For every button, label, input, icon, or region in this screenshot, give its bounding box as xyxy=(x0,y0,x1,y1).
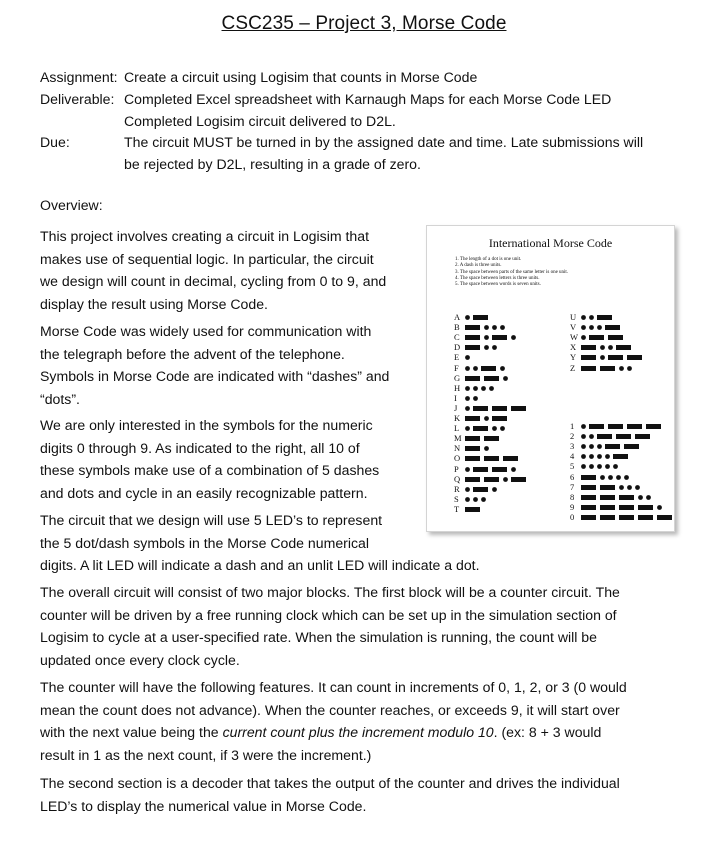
morse-note: 2. A dash is three units. xyxy=(455,263,502,269)
morse-symbol xyxy=(465,333,523,342)
morse-dot xyxy=(581,335,586,340)
morse-dash xyxy=(473,406,488,411)
deliverable-line1: Completed Excel spreadsheet with Karnaugh Maps for each Morse Code LED xyxy=(124,91,612,107)
morse-dash xyxy=(600,515,615,520)
morse-dash xyxy=(616,345,631,350)
morse-dash xyxy=(619,495,634,500)
morse-dash xyxy=(465,325,480,330)
paragraph-leds xyxy=(40,509,480,577)
morse-symbol xyxy=(581,432,659,441)
morse-symbol xyxy=(465,465,523,474)
morse-dot xyxy=(619,485,624,490)
morse-dot xyxy=(473,386,478,391)
morse-dot xyxy=(589,454,594,459)
morse-dot xyxy=(608,345,613,350)
morse-character: W xyxy=(570,332,579,343)
morse-character: B xyxy=(454,322,460,333)
morse-dot xyxy=(489,386,494,391)
morse-dot xyxy=(605,464,610,469)
morse-dash xyxy=(465,477,480,482)
morse-dash xyxy=(627,355,642,360)
morse-dot xyxy=(465,406,470,411)
morse-dot xyxy=(473,497,478,502)
paragraph-line: the telegraph before the advent of the telephone. xyxy=(40,345,345,362)
morse-character: 1 xyxy=(570,421,575,431)
morse-symbol xyxy=(465,454,525,463)
morse-character: 5 xyxy=(570,461,575,472)
morse-dash xyxy=(492,416,507,421)
morse-dot xyxy=(492,325,497,330)
morse-dash xyxy=(484,376,499,381)
morse-dot xyxy=(500,366,505,371)
morse-symbol xyxy=(581,353,650,362)
morse-character: D xyxy=(454,342,461,353)
morse-dash xyxy=(581,355,596,360)
morse-symbol xyxy=(465,495,492,504)
morse-chart-title: International Morse Code xyxy=(488,236,613,250)
morse-character: Q xyxy=(454,473,461,484)
morse-dot xyxy=(589,444,594,449)
paragraph-line: digits 0 through 9. As indicated to the right, all 10 of xyxy=(40,439,360,456)
paragraph-line: LED’s to display the numerical value in Morse Code. xyxy=(40,797,367,814)
morse-character: X xyxy=(570,342,577,353)
morse-dot xyxy=(635,485,640,490)
morse-symbol xyxy=(465,434,505,443)
morse-character: E xyxy=(454,352,460,363)
morse-dot xyxy=(500,426,505,431)
morse-character: C xyxy=(454,332,460,343)
assignment-text: Create a circuit using Logisim that counts in Morse Code xyxy=(124,69,478,85)
morse-dot xyxy=(492,487,497,492)
morse-dot xyxy=(627,485,632,490)
morse-dash xyxy=(465,456,480,461)
morse-symbol xyxy=(581,493,659,502)
morse-character: 6 xyxy=(570,471,575,482)
morse-dot xyxy=(600,355,605,360)
paragraph-line: Symbols in Morse Code are indicated with “dashes” and xyxy=(40,368,390,384)
due-label: Due: xyxy=(40,134,70,150)
morse-dash xyxy=(646,424,661,429)
morse-symbol xyxy=(465,485,503,494)
morse-character: M xyxy=(454,433,462,444)
morse-dot xyxy=(597,325,602,330)
paragraph-line: The circuit that we design will use 5 LED’s to represent xyxy=(40,512,383,528)
morse-note: 5. The space between words is seven units. xyxy=(455,282,541,288)
morse-character: G xyxy=(454,372,461,383)
morse-dash xyxy=(473,467,488,472)
morse-dot xyxy=(581,444,586,449)
paragraph-line: “dots”. xyxy=(40,390,80,407)
emphasized-text: current count plus the increment modulo 10 xyxy=(222,724,494,740)
morse-dash xyxy=(597,434,612,439)
morse-symbol xyxy=(581,323,628,332)
morse-symbol xyxy=(581,513,681,522)
paragraph-line: The counter will have the following features. It can count in increments of 0, 1, 2, or 3 (0 would xyxy=(40,679,627,695)
morse-symbol xyxy=(581,462,626,471)
morse-dot xyxy=(589,325,594,330)
morse-dash xyxy=(473,487,488,492)
morse-symbol xyxy=(465,353,474,362)
morse-dash xyxy=(608,424,623,429)
morse-symbol xyxy=(581,343,639,352)
morse-character: 0 xyxy=(570,511,575,522)
text-run: with the next value being the xyxy=(40,724,223,740)
morse-symbol xyxy=(581,503,670,512)
morse-note: 1. The length of a dot is one unit. xyxy=(455,257,522,262)
morse-dash xyxy=(608,355,623,360)
morse-dot xyxy=(465,315,470,320)
morse-dot xyxy=(605,454,610,459)
morse-dot xyxy=(492,426,497,431)
morse-dot xyxy=(624,475,629,480)
morse-symbol xyxy=(581,442,648,451)
paragraph-line: display the result using Morse Code. xyxy=(40,295,268,312)
morse-dash xyxy=(581,366,596,371)
morse-character: 8 xyxy=(570,491,575,502)
paragraph-counter-overview xyxy=(40,581,620,671)
morse-symbol xyxy=(581,333,630,342)
morse-dot xyxy=(646,495,651,500)
morse-dot xyxy=(511,467,516,472)
morse-character: Z xyxy=(570,362,576,373)
morse-dot xyxy=(484,335,489,340)
morse-dot xyxy=(511,335,516,340)
morse-symbol xyxy=(465,343,503,352)
morse-dot xyxy=(619,366,624,371)
morse-dash xyxy=(492,406,507,411)
morse-dot xyxy=(581,325,586,330)
morse-character: T xyxy=(454,503,460,514)
paragraph-digits xyxy=(40,414,379,504)
morse-dash xyxy=(605,325,620,330)
paragraph-line: the 5 dot/dash symbols in the Morse Code numerical xyxy=(40,534,370,551)
morse-symbol xyxy=(465,404,534,413)
paragraph-intro xyxy=(40,225,386,315)
morse-dot xyxy=(597,464,602,469)
paragraph-line: these symbols make use of a combination of 5 dashes xyxy=(40,462,380,478)
morse-dot xyxy=(492,345,497,350)
morse-dot xyxy=(581,454,586,459)
morse-character: 7 xyxy=(570,481,575,492)
morse-dash xyxy=(484,477,499,482)
morse-symbol xyxy=(465,313,494,322)
paragraph-line: counter will be driven by a free running clock which can be set up in the simulation section of xyxy=(40,606,617,623)
morse-dash xyxy=(465,416,480,421)
morse-symbol xyxy=(581,452,637,461)
paragraph-line: makes use of sequential logic. In particular, the circuit xyxy=(40,250,374,267)
morse-character: O xyxy=(454,453,461,464)
morse-dash xyxy=(465,507,480,512)
morse-dash xyxy=(465,345,480,350)
morse-dot xyxy=(503,376,508,381)
page-title: CSC235 – Project 3, Morse Code xyxy=(221,13,507,34)
morse-dash xyxy=(581,345,596,350)
paragraph-line: digits. A lit LED will indicate a dash and an unlit LED will indicate a dot. xyxy=(40,557,480,573)
morse-dash xyxy=(605,444,620,449)
paragraph-line: and dots and cycle in an easily recognizable pattern. xyxy=(40,484,368,501)
morse-character: 9 xyxy=(570,501,575,512)
morse-dash xyxy=(624,444,639,449)
morse-dot xyxy=(613,464,618,469)
morse-symbol xyxy=(581,313,619,322)
morse-dot xyxy=(597,454,602,459)
paragraph-line: The second section is a decoder that takes the output of the counter and drives the individual xyxy=(40,775,620,791)
morse-note: 4. The space between letters is three units. xyxy=(455,275,540,281)
morse-character: N xyxy=(454,443,461,454)
assignment-row xyxy=(40,66,477,88)
overview-heading: Overview: xyxy=(40,197,103,213)
morse-dot xyxy=(503,477,508,482)
morse-dash xyxy=(638,515,653,520)
morse-dash xyxy=(581,505,596,510)
morse-symbol xyxy=(465,414,514,423)
morse-character: R xyxy=(454,483,460,494)
morse-dot xyxy=(627,366,632,371)
morse-symbol xyxy=(465,505,485,514)
due-line2: be rejected by D2L, resulting in a grade of zero. xyxy=(124,156,421,172)
paragraph-decoder xyxy=(40,772,620,817)
assignment-label: Assignment: xyxy=(40,69,118,85)
morse-symbol xyxy=(465,475,534,484)
morse-symbol xyxy=(465,424,512,433)
morse-dash xyxy=(484,456,499,461)
morse-dot xyxy=(465,355,470,360)
paragraph-counter-features xyxy=(40,676,627,766)
morse-character: I xyxy=(454,392,457,403)
morse-dash xyxy=(589,424,604,429)
morse-dot xyxy=(638,495,643,500)
morse-dot xyxy=(581,464,586,469)
morse-dot xyxy=(481,497,486,502)
paragraph-line: Morse Code was widely used for communication with xyxy=(40,323,372,339)
morse-symbol xyxy=(465,374,514,383)
morse-symbol xyxy=(465,444,494,453)
paragraph-line: we design will count in decimal, cycling from 0 to 9, and xyxy=(40,273,387,289)
deliverable-row xyxy=(40,88,611,110)
morse-dash xyxy=(511,406,526,411)
morse-dot xyxy=(500,325,505,330)
paragraph-line: result in 1 as the next count, if 3 were the increment.) xyxy=(40,746,372,763)
morse-dash xyxy=(638,505,653,510)
morse-dash xyxy=(481,366,496,371)
morse-dot xyxy=(484,325,489,330)
morse-symbol xyxy=(581,364,639,373)
morse-character: V xyxy=(570,322,577,333)
morse-dot xyxy=(473,396,478,401)
morse-character: 2 xyxy=(570,431,575,442)
morse-dot xyxy=(484,416,489,421)
paragraph-history xyxy=(40,320,389,410)
morse-dash xyxy=(597,315,612,320)
morse-dot xyxy=(465,487,470,492)
morse-dash xyxy=(619,515,634,520)
morse-character: L xyxy=(454,423,460,434)
morse-dash xyxy=(511,477,526,482)
morse-dash xyxy=(465,376,480,381)
morse-dot xyxy=(465,366,470,371)
morse-dash xyxy=(581,515,596,520)
morse-character: P xyxy=(454,463,459,474)
morse-dash xyxy=(473,426,488,431)
morse-dash xyxy=(600,366,615,371)
morse-dot xyxy=(465,467,470,472)
morse-dash xyxy=(627,424,642,429)
morse-dash xyxy=(657,515,672,520)
morse-symbol xyxy=(465,394,483,403)
morse-dash xyxy=(492,467,507,472)
morse-dash xyxy=(600,485,615,490)
morse-dash xyxy=(465,335,480,340)
paragraph-line: Logisim to cycle at a user-specified rate. When the simulation is running, the count will be xyxy=(40,629,597,645)
morse-symbol xyxy=(465,364,512,373)
morse-dot xyxy=(581,424,586,429)
morse-character: Y xyxy=(570,352,577,363)
morse-dot xyxy=(616,475,621,480)
deliverable-line2: Completed Logisim circuit delivered to D2L. xyxy=(124,113,396,129)
morse-character: A xyxy=(454,312,461,322)
morse-dash xyxy=(581,475,596,480)
morse-symbol xyxy=(465,323,512,332)
morse-dot xyxy=(465,426,470,431)
paragraph-line: This project involves creating a circuit in Logisim that xyxy=(40,228,369,244)
morse-dot xyxy=(484,446,489,451)
paragraph-line: We are only interested in the symbols for the numeric xyxy=(40,417,373,433)
morse-symbol xyxy=(581,422,670,431)
morse-character: H xyxy=(454,382,461,393)
due-line1: The circuit MUST be turned in by the assigned date and time. Late submissions will xyxy=(124,134,644,150)
morse-dash xyxy=(492,335,507,340)
morse-character: J xyxy=(454,402,458,413)
paragraph-line: mean the count does not advance). When the counter reaches, or exceeds 9, it will start over xyxy=(40,701,620,718)
morse-dash xyxy=(619,505,634,510)
morse-dot xyxy=(465,386,470,391)
morse-dash xyxy=(473,315,488,320)
morse-code-chart-image xyxy=(426,225,675,532)
morse-character: K xyxy=(454,413,461,423)
morse-dash xyxy=(613,454,628,459)
morse-dot xyxy=(657,505,662,510)
paragraph-line xyxy=(40,721,627,744)
morse-dash xyxy=(503,456,518,461)
morse-character: S xyxy=(454,493,459,504)
morse-character: 4 xyxy=(570,451,575,462)
morse-dash xyxy=(484,436,499,441)
morse-character: 3 xyxy=(570,441,575,452)
morse-dash xyxy=(600,495,615,500)
morse-dash xyxy=(589,335,604,340)
morse-dash xyxy=(608,335,623,340)
morse-dot xyxy=(597,444,602,449)
morse-dot xyxy=(581,315,586,320)
morse-dot xyxy=(481,386,486,391)
morse-dash xyxy=(465,436,480,441)
morse-dot xyxy=(608,475,613,480)
paragraph-line: updated once every clock cycle. xyxy=(40,651,240,668)
morse-character: F xyxy=(454,362,459,373)
morse-dot xyxy=(600,475,605,480)
morse-dot xyxy=(589,464,594,469)
due-row xyxy=(40,131,643,153)
morse-dash xyxy=(465,446,480,451)
morse-dash xyxy=(581,495,596,500)
morse-dot xyxy=(589,315,594,320)
morse-dash xyxy=(616,434,631,439)
paragraph-line: The overall circuit will consist of two major blocks. The first block will be a counter circuit. The xyxy=(40,584,620,600)
morse-dot xyxy=(465,396,470,401)
text-run: . (ex: 8 + 3 would xyxy=(493,724,602,740)
morse-note: 3. The space between parts of the same letter is one unit. xyxy=(455,269,569,275)
morse-chart-notes xyxy=(455,257,568,288)
morse-character: U xyxy=(570,312,577,322)
morse-symbol xyxy=(581,483,648,492)
deliverable-label: Deliverable: xyxy=(40,91,115,107)
morse-dot xyxy=(581,434,586,439)
morse-symbol xyxy=(581,473,637,482)
morse-dot xyxy=(484,345,489,350)
morse-symbol xyxy=(465,384,501,393)
morse-dot xyxy=(465,497,470,502)
morse-dash xyxy=(635,434,650,439)
morse-dot xyxy=(589,434,594,439)
morse-dot xyxy=(600,345,605,350)
morse-dot xyxy=(473,366,478,371)
morse-dash xyxy=(581,485,596,490)
morse-dash xyxy=(600,505,615,510)
